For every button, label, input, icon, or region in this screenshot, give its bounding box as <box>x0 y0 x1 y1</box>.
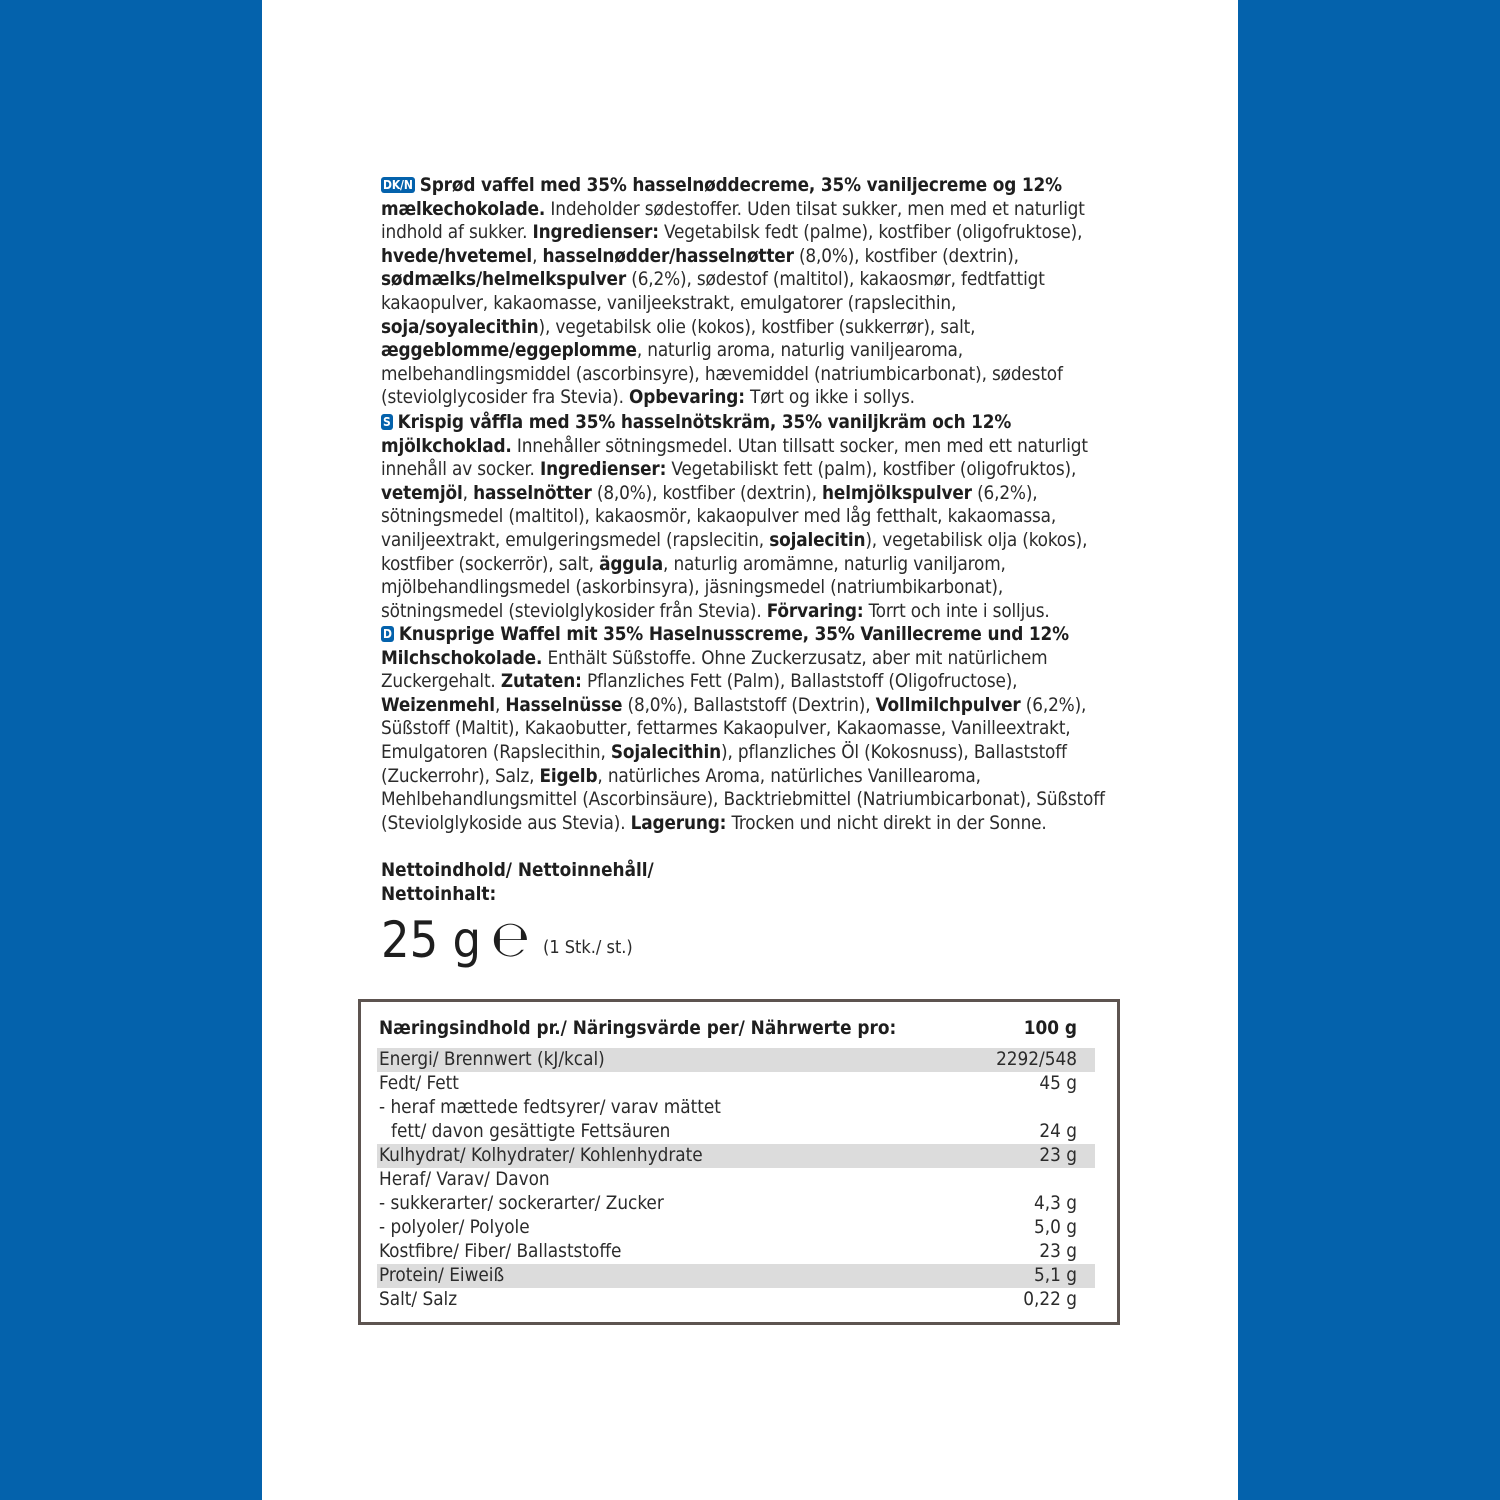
table-row <box>377 1192 1095 1216</box>
text: , <box>532 245 543 267</box>
table-row <box>377 1168 1095 1192</box>
row-value: 23 g <box>1039 1241 1077 1262</box>
net-content-label <box>381 859 881 906</box>
allergen: hasselnødder/hasselnøtter <box>542 245 794 267</box>
storage-label: Lagerung: <box>630 812 727 834</box>
text: , natürliches Aroma, natürliches Vanillearoma, Mehlbehandlungsmittel (Ascorbinsäure), Backtriebmittel (Natriumbicarbonat), Süßstoff (Steviolglykoside aus Stevia). <box>381 765 1105 834</box>
german-ingredients <box>381 623 1121 835</box>
language-badge-s: S <box>383 415 391 429</box>
allergen: helmjölkspulver <box>822 482 972 504</box>
ingredients-label: Ingredienser: <box>532 222 659 244</box>
text: Enthält Süßstoffe. Ohne Zuckerzusatz, aber mit natürlichem Zuckergehalt. <box>381 647 1048 693</box>
table-row <box>377 1120 1095 1144</box>
language-badge-dk-n: DK/N <box>383 178 413 192</box>
text: Vegetabiliskt fett (palm), kostfiber (oligofruktos), <box>666 459 1077 481</box>
table-row <box>377 1072 1095 1096</box>
text: , naturlig aromämne, naturlig vaniljarom, mjölbehandlingsmedel (askorbinsyra), jäsningsmedel (natriumbikarbonat), sötningsmedel (steviolglykosider från Stevia). <box>381 553 1006 622</box>
nutrition-header <box>377 1017 1095 1041</box>
net-content-label-line1: Nettoindhold/ Nettoinnehåll/ <box>381 860 654 881</box>
row-label: - sukkerarter/ sockerarter/ Zucker <box>379 1193 664 1214</box>
row-label: - heraf mættede fedtsyrer/ varav mättet <box>379 1097 721 1118</box>
row-label: Energi/ Brennwert (kJ/kcal) <box>379 1049 605 1070</box>
row-label: fett/ davon gesättigte Fettsäuren <box>391 1121 671 1142</box>
text: , naturlig aroma, naturlig vaniljearoma, melbehandlingsmiddel (ascorbinsyre), hævemiddel (natriumbicarbonat), sødestof (steviolglycosider fra Stevia). <box>381 340 1063 409</box>
allergen: æggeblomme/eggeplomme <box>381 340 637 362</box>
row-value: 4,3 g <box>1034 1193 1077 1214</box>
danish-norwegian-ingredients <box>381 174 1121 410</box>
left-blue-band <box>0 0 262 1500</box>
language-badge-d: D <box>383 627 392 641</box>
ingredients-label: Ingredienser: <box>539 459 667 481</box>
row-value: 45 g <box>1039 1073 1077 1094</box>
text: ), vegetabilsk olie (kokos), kostfiber (sukkerrør), salt, <box>538 316 976 338</box>
text: (6,2%), sötningsmedel (maltitol), kakaosmör, kakaopulver med låg fetthalt, kakaomassa, vaniljeextrakt, emulgeringsmedel (rapslecitin, <box>381 482 1057 551</box>
text: Trocken und nicht direkt in der Sonne. <box>726 812 1047 834</box>
nutrition-header-label: Næringsindhold pr./ Näringsvärde per/ Nährwerte pro: <box>379 1018 897 1039</box>
allergen: soja/soyalecithin <box>381 316 539 338</box>
table-row <box>377 1048 1095 1072</box>
row-value: 5,0 g <box>1034 1217 1077 1238</box>
text: , <box>462 482 474 504</box>
row-label: Fedt/ Fett <box>379 1073 459 1094</box>
text: (8,0%), kostfiber (dextrin), <box>793 245 1019 267</box>
text: Indeholder sødestoffer. Uden tilsat sukker, men med et naturligt indhold af sukker. <box>381 198 1085 244</box>
text: Torrt och inte i solljus. <box>863 600 1050 622</box>
estimated-sign-icon: ℮ <box>491 910 530 968</box>
storage-label: Opbevaring: <box>629 387 745 409</box>
allergen: äggula <box>599 553 664 575</box>
allergen: hasselnötter <box>473 482 592 504</box>
storage-label: Förvaring: <box>766 600 864 622</box>
product-title-s: Krispig våffla med 35% hasselnötskräm, 35% vaniljkräm och 12% mjölkchoklad. <box>381 412 1012 457</box>
text: ), pflanzliches Öl (Kokosnuss), Ballaststoff (Zuckerrohr), Salz, <box>381 741 1067 787</box>
table-row <box>377 1288 1095 1312</box>
allergen: Eigelb <box>539 765 598 787</box>
allergen: Sojalecithin <box>610 741 722 763</box>
text: (8,0%), Ballaststoff (Dextrin), <box>622 694 876 716</box>
text: (6,2%), sødestof (maltitol), kakaosmør, fedtfattigt kakaopulver, kakaomasse, vaniljeekstrakt, emulgatorer (rapslecithin, <box>381 269 1045 314</box>
table-row <box>377 1240 1095 1264</box>
row-value: 0,22 g <box>1023 1289 1077 1310</box>
allergen: hvede/hvetemel <box>381 245 533 267</box>
row-value: 2292/548 <box>996 1049 1077 1070</box>
text: (6,2%), Süßstoff (Maltit), Kakaobutter, fettarmes Kakaopulver, Kakaomasse, Vanilleextrakt, Emulgatoren (Rapslecithin, <box>381 694 1087 763</box>
row-label: Salt/ Salz <box>379 1289 458 1310</box>
allergen: Hasselnüsse <box>505 694 623 716</box>
table-row <box>377 1144 1095 1168</box>
row-value: 23 g <box>1039 1145 1077 1166</box>
table-row <box>377 1216 1095 1240</box>
net-amount: 25 g <box>381 911 482 969</box>
product-title-dk: Sprød vaffel med 35% hasselnøddecreme, 35% vaniljecreme og 12% mælkechokolade. <box>381 175 1062 220</box>
text: , <box>494 694 506 716</box>
net-pieces: (1 Stk./ st.) <box>543 937 633 958</box>
row-label: Kostfibre/ Fiber/ Ballaststoffe <box>379 1241 622 1262</box>
net-content-label-line2: Nettoinhalt: <box>381 883 497 905</box>
allergen: sødmælks/helmelkspulver <box>381 269 627 291</box>
text: Innehåller sötningsmedel. Utan tillsatt socker, men med ett naturligt innehåll av socker. <box>381 435 1088 481</box>
text: Vegetabilsk fedt (palme), kostfiber (oligofruktose), <box>658 222 1083 244</box>
text: Tørt og ikke i sollys. <box>744 387 915 409</box>
table-row <box>377 1264 1095 1288</box>
row-value: 24 g <box>1039 1121 1077 1142</box>
table-row <box>377 1096 1095 1120</box>
row-label: Heraf/ Varav/ Davon <box>379 1169 550 1190</box>
nutrition-table <box>358 999 1120 1325</box>
row-label: - polyoler/ Polyole <box>379 1217 530 1238</box>
text: Pflanzliches Fett (Palm), Ballaststoff (Oligofructose), <box>581 671 1018 693</box>
swedish-ingredients <box>381 411 1121 623</box>
row-label: Protein/ Eiweiß <box>379 1265 505 1286</box>
right-blue-band <box>1238 0 1500 1500</box>
allergen: vetemjöl <box>381 482 463 504</box>
row-label: Kulhydrat/ Kolhydrater/ Kohlenhydrate <box>379 1145 703 1166</box>
allergen: Vollmilchpulver <box>875 694 1021 716</box>
product-title-d: Knusprige Waffel mit 35% Haselnusscreme, 35% Vanillecreme und 12% Milchschokolade. <box>381 624 1069 669</box>
ingredients-label: Zutaten: <box>500 671 582 693</box>
allergen: sojalecitin <box>769 529 866 551</box>
allergen: Weizenmehl <box>381 694 495 716</box>
nutrition-header-value: 100 g <box>1023 1018 1077 1039</box>
text: ), vegetabilisk olja (kokos), kostfiber (sockerrör), salt, <box>381 529 1088 575</box>
text: (8,0%), kostfiber (dextrin), <box>591 482 823 504</box>
row-value: 5,1 g <box>1034 1265 1077 1286</box>
